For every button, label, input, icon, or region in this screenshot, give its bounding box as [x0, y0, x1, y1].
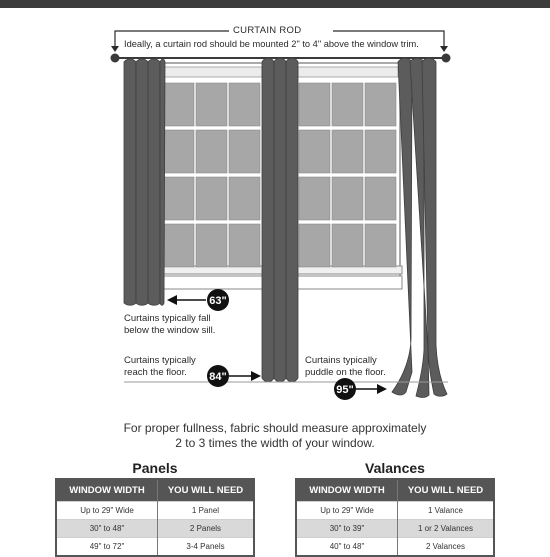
table-row — [56, 538, 254, 557]
window-pane — [229, 177, 260, 220]
curtain-panel-left — [124, 59, 165, 305]
callout-arrow-84 — [229, 371, 261, 381]
window-pane — [365, 177, 396, 220]
table-row — [56, 502, 254, 520]
rod-arrow-left — [111, 46, 119, 52]
callout-95-line2: puddle on the floor. — [305, 367, 386, 378]
window-pane — [365, 224, 396, 267]
valances-row-3-width: 40" to 48" — [296, 538, 398, 557]
panels-title: Panels — [132, 460, 178, 476]
rod-note: Ideally, a curtain rod should be mounted 2" to 4" above the window trim. — [124, 39, 419, 49]
valances-row-1-width: Up to 29" Wide — [296, 502, 398, 520]
window-pane — [163, 130, 194, 173]
window-pane — [365, 83, 396, 126]
valances-header-row — [296, 479, 494, 502]
valances-table — [295, 478, 495, 557]
window-pane — [299, 130, 330, 173]
window-pane — [299, 177, 330, 220]
panels-row-2-need: 2 Panels — [158, 520, 255, 538]
curtain-panel-center — [262, 58, 298, 382]
valances-header-width: WINDOW WIDTH — [296, 479, 398, 502]
badge-63-label: 63" — [209, 295, 227, 307]
table-row — [296, 502, 494, 520]
window-pane — [332, 224, 363, 267]
fullness-line-2: 2 to 3 times the width of your window. — [175, 436, 375, 450]
rod-title: CURTAIN ROD — [233, 25, 302, 36]
callout-84-line2: reach the floor. — [124, 367, 187, 378]
badge-95-label: 95" — [336, 384, 354, 396]
callout-63-line2: below the window sill. — [124, 325, 216, 336]
window-pane — [163, 177, 194, 220]
window-pane — [332, 83, 363, 126]
window-pane — [332, 130, 363, 173]
panels-row-2-width: 30" to 48" — [56, 520, 158, 538]
panels-row-1-need: 1 Panel — [158, 502, 255, 520]
window-pane — [299, 83, 330, 126]
window-pane — [196, 224, 227, 267]
panels-row-1-width: Up to 29" Wide — [56, 502, 158, 520]
valances-row-3-need: 2 Valances — [398, 538, 495, 557]
window-pane — [196, 130, 227, 173]
window-pane — [229, 83, 260, 126]
panels-row-3-need: 3-4 Panels — [158, 538, 255, 557]
window-pane — [229, 224, 260, 267]
callout-63-line1: Curtains typically fall — [124, 313, 211, 324]
rod-finial-right — [442, 54, 451, 63]
rod-finial-left — [111, 54, 120, 63]
window-pane — [163, 83, 194, 126]
valances-header-need: YOU WILL NEED — [398, 479, 495, 502]
window-pane — [332, 177, 363, 220]
table-row — [56, 520, 254, 538]
callout-arrow-63 — [167, 295, 206, 305]
valances-row-1-need: 1 Valance — [398, 502, 495, 520]
rod-arrow-right — [440, 46, 448, 52]
window-pane — [229, 130, 260, 173]
valances-title: Valances — [365, 460, 425, 476]
badge-84-label: 84" — [209, 371, 227, 383]
panels-table — [55, 478, 255, 557]
callout-arrow-95 — [356, 384, 387, 394]
callout-84-line1: Curtains typically — [124, 355, 196, 366]
callout-95-line1: Curtains typically — [305, 355, 377, 366]
table-row — [296, 538, 494, 557]
fullness-line-1: For proper fullness, fabric should measure approximately — [123, 421, 427, 435]
valances-row-2-need: 1 or 2 Valances — [398, 520, 495, 538]
valances-row-2-width: 30" to 39" — [296, 520, 398, 538]
panels-header-need: YOU WILL NEED — [158, 479, 255, 502]
panels-header-width: WINDOW WIDTH — [56, 479, 158, 502]
window-pane — [163, 224, 194, 267]
window-pane — [196, 83, 227, 126]
panels-header-row — [56, 479, 254, 502]
window-pane — [196, 177, 227, 220]
panels-row-3-width: 49" to 72" — [56, 538, 158, 557]
window-pane — [299, 224, 330, 267]
window-pane — [365, 130, 396, 173]
table-row — [296, 520, 494, 538]
